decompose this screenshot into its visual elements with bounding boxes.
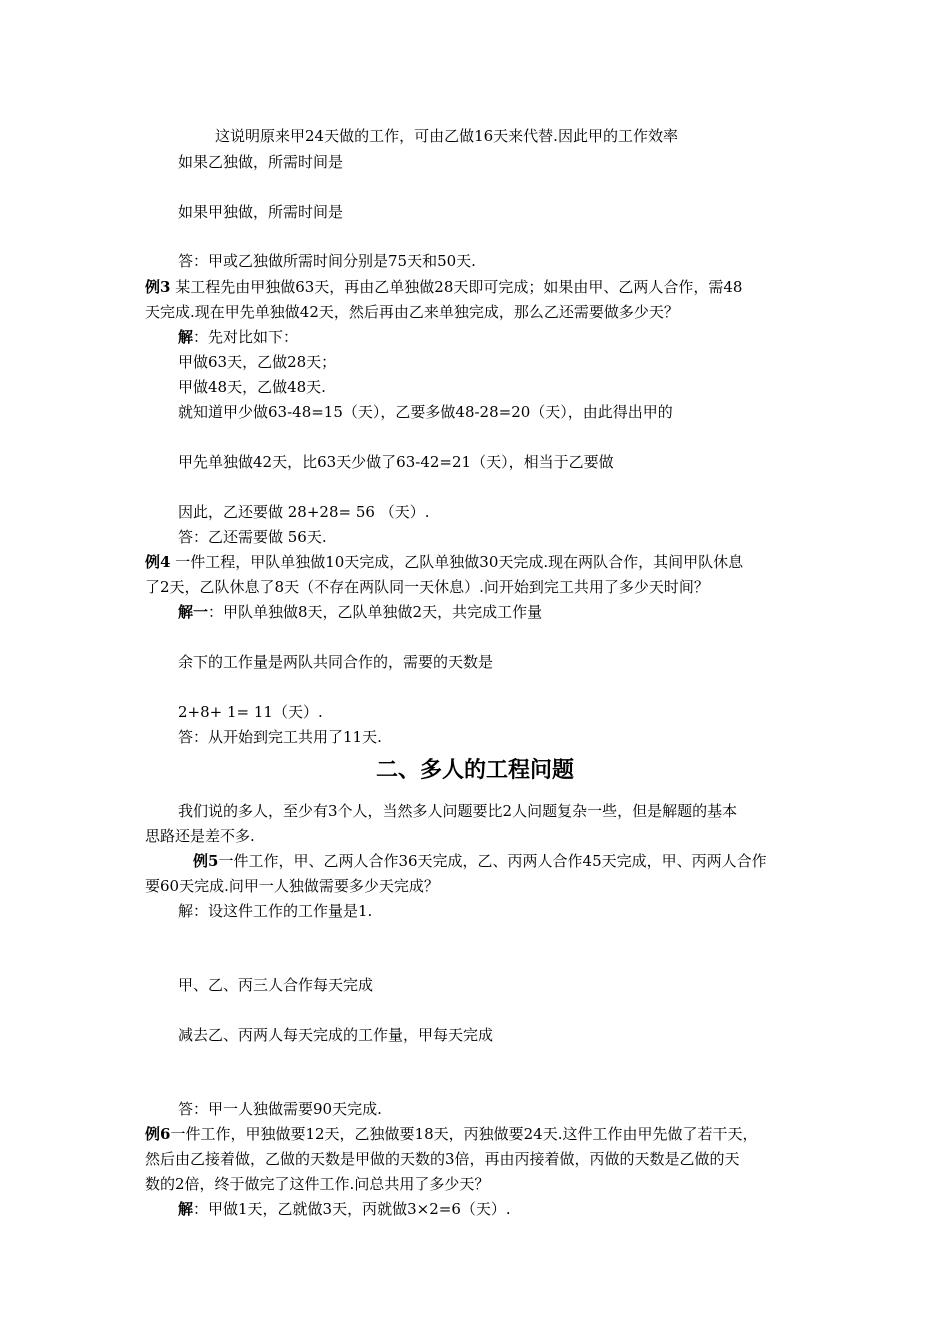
section-heading: 二、多人的工程问题	[375, 758, 574, 783]
example-3-line	[145, 277, 742, 297]
text-span: 一件工程，甲队单独做10天完成，乙队单独做30天完成.现在两队合作，其间甲队休息	[170, 553, 744, 571]
text-line: 这说明原来甲24天做的工作，可由乙做16天来代替.因此甲的工作效率	[215, 127, 678, 145]
text-line: 甲做48天，乙做48天.	[178, 378, 326, 396]
text-span: 一件工作，甲、乙两人合作36天完成，乙、丙两人合作45天完成，甲、丙两人合作	[218, 852, 767, 870]
text-line: 答：乙还需要做 56天.	[178, 528, 327, 546]
text-span: ：先对比如下：	[193, 328, 299, 346]
text-line: 天完成.现在甲先单独做42天，然后再由乙来单独完成，那么乙还需要做多少天？	[145, 303, 679, 321]
text-span: ：甲队单独做8天，乙队单独做2天，共完成工作量	[208, 603, 543, 621]
solution-label: 解	[178, 1200, 194, 1218]
solution-line	[178, 602, 542, 622]
text-span: 一件工作，甲独做要12天，乙独做要18天，丙独做要24天.这件工作由甲先做了若干天，	[170, 1125, 758, 1143]
example-6-line	[145, 1124, 757, 1144]
text-line: 甲做63天，乙做28天；	[178, 353, 337, 371]
example-label: 例4	[145, 553, 171, 571]
text-span: 某工程先由甲独做63天，再由乙单独做28天即可完成；如果由甲、乙两人合作，需48	[170, 278, 743, 296]
text-line: 我们说的多人，至少有3个人，当然多人问题要比2人问题复杂一些，但是解题的基本	[178, 802, 738, 820]
text-line: 答：甲或乙独做所需时间分别是75天和50天.	[178, 252, 476, 270]
solution-line	[178, 1199, 511, 1219]
text-line: 答：从开始到完工共用了11天.	[178, 728, 382, 746]
text-line: 如果甲独做，所需时间是	[178, 203, 344, 221]
text-line: 2+8+ 1= 11（天）.	[178, 703, 323, 721]
text-line: 余下的工作量是两队共同合作的，需要的天数是	[178, 653, 494, 671]
example-label: 例5	[193, 852, 219, 870]
text-line: 答：甲一人独做需要90天完成.	[178, 1100, 382, 1118]
solution-line	[178, 327, 298, 347]
example-4-line	[145, 552, 743, 572]
text-line: 甲先单独做42天，比63天少做了63-42=21（天），相当于乙要做	[178, 453, 614, 471]
example-5-line	[193, 851, 767, 871]
text-line: 如果乙独做，所需时间是	[178, 153, 344, 171]
text-line: 减去乙、丙两人每天完成的工作量，甲每天完成	[178, 1026, 494, 1044]
text-line: 了2天，乙队休息了8天（不存在两队同一天休息）.问开始到完工共用了多少天时间？	[145, 578, 709, 596]
solution-label: 解	[178, 328, 194, 346]
text-line: 数的2倍，终于做完了这件工作.问总共用了多少天？	[145, 1175, 490, 1193]
text-line: 甲、乙、丙三人合作每天完成	[178, 976, 374, 994]
text-line: 因此，乙还要做 28+28= 56 （天）.	[178, 503, 430, 521]
text-line: 然后由乙接着做，乙做的天数是甲做的天数的3倍，再由丙接着做，丙做的天数是乙做的天	[145, 1150, 740, 1168]
text-line: 思路还是差不多.	[145, 827, 255, 845]
text-line: 要60天完成.问甲一人独做需要多少天完成？	[145, 877, 439, 895]
text-span: ：甲做1天，乙就做3天，丙就做3×2=6（天）.	[193, 1200, 511, 1218]
solution-label: 解一	[178, 603, 209, 621]
example-label: 例3	[145, 278, 171, 296]
example-label: 例6	[145, 1125, 171, 1143]
text-line: 解：设这件工作的工作量是1.	[178, 902, 373, 920]
text-line: 就知道甲少做63-48=15（天），乙要多做48-28=20（天），由此得出甲的	[178, 403, 673, 421]
